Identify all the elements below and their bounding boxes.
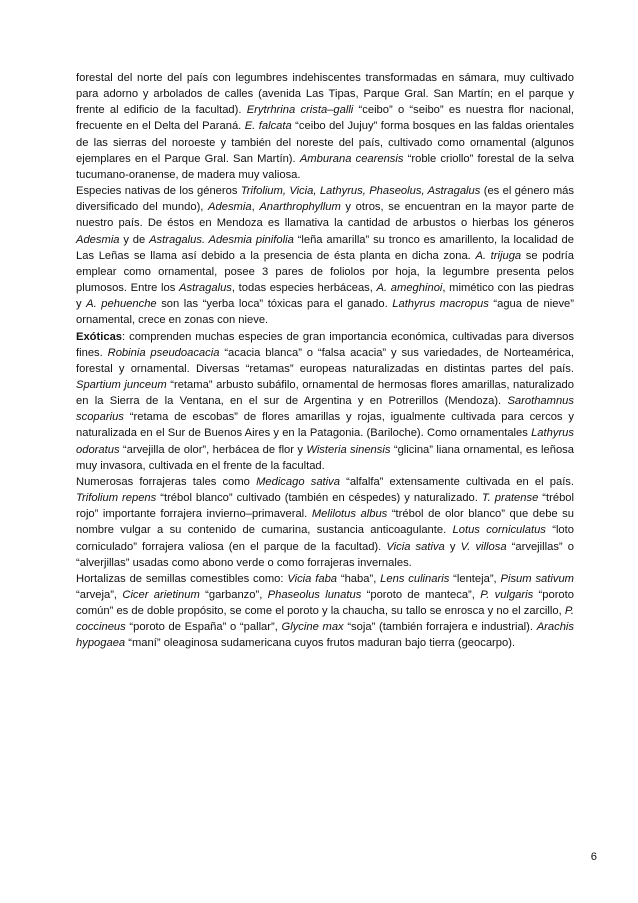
text-run: “garbanzo”, xyxy=(199,589,268,601)
italic-text: Phaseolus lunatus xyxy=(267,589,362,601)
text-run: “loto corniculado” forrajera valiosa (en el parque de la facultad). xyxy=(76,524,574,553)
text-run: “roble criollo” forestal de la selva tucumano-oranense, de madera muy valiosa. xyxy=(76,152,574,181)
text-run: “retama” arbusto subáfilo, ornamental de hermosas flores amarillas, naturalizado en la Sierra de la Ventana, en el sur de Argentina y en Potrerillos (Mendoza). xyxy=(76,378,574,408)
italic-text: Astragalus xyxy=(179,282,232,295)
paragraph-forestal xyxy=(76,70,574,183)
italic-text: P. vulgaris xyxy=(480,589,534,601)
italic-text: Amburana cearensis xyxy=(299,152,404,165)
italic-text: Wisteria sinensis xyxy=(306,443,391,456)
paragraph-forrajeras xyxy=(76,474,574,571)
text-run: “arvejillas” o “alverjillas” usadas como abono verde o como forrajeras invernales. xyxy=(76,540,574,569)
text-run: y de xyxy=(119,233,150,246)
text-run: Numerosas forrajeras tales como xyxy=(76,475,257,488)
body-text xyxy=(76,70,574,652)
text-run: “trébol rojo” importante forrajera invierno–primaveral. xyxy=(76,492,575,521)
italic-text: Robinia pseudoacacia xyxy=(107,346,220,359)
text-run: se podría emplear como ornamental, posee 3 pares de foliolos por hoja, la legumbre presenta pelos plumosos. Entre los xyxy=(76,249,574,295)
italic-text: A. pehuenche xyxy=(86,298,157,311)
italic-text: Pisum sativum xyxy=(500,572,574,585)
text-run: son las “yerba loca” tóxicas para el ganado. xyxy=(156,298,393,311)
italic-text: Adesmia xyxy=(76,233,120,246)
text-run: “trébol blanco” cultivado (también en céspedes) y naturalizado. xyxy=(156,492,482,505)
italic-text: Anarthrophyllum xyxy=(259,201,341,214)
text-run: , xyxy=(251,201,260,214)
text-run: “leña amarilla” su tronco es amarillento, la localidad de Las Leñas se llama así debido a la presencia de ésta planta en dicha zona. xyxy=(76,233,574,262)
italic-text: V. villosa xyxy=(460,540,507,553)
text-run: , mimético con las piedras y xyxy=(76,282,574,311)
italic-text: P. coccineus xyxy=(76,605,574,634)
italic-text: Arachis hypogaea xyxy=(76,621,574,650)
text-run: “glicina” liana ornamental, es leñosa muy invasora, cultivada en el frente de la facultad. xyxy=(76,443,574,472)
paragraph-exoticas xyxy=(76,329,574,474)
italic-text: Cicer arietinum xyxy=(122,589,200,601)
text-run: “retama de escobas” de flores amarillas y rojas, igualmente cultivada para cercos y naturalizada en el Sur de Buenos Aires y en la Patagonia. (Bariloche). Como ornamentales xyxy=(76,411,574,440)
paragraph-especies-nativas xyxy=(76,183,574,328)
italic-text: Melilotus albus xyxy=(311,508,388,521)
italic-text: Astragalus. Adesmia pinifolia xyxy=(149,233,294,246)
text-run: “soja” (también forrajera e industrial). xyxy=(343,621,537,634)
italic-text: Glycine max xyxy=(281,621,344,634)
paragraph-hortalizas xyxy=(76,571,574,652)
text-run: “acacia blanca” o “falsa acacia” y sus variedades, de Norteamérica, forestal y ornamental. Diversas “retamas” europeas naturalizadas en distintas partes del país. xyxy=(76,346,574,375)
italic-text: Trifolium repens xyxy=(76,492,157,505)
bold-text: Exóticas xyxy=(76,330,123,343)
italic-text: Sarothamnus scoparius xyxy=(76,395,574,424)
italic-text: Spartium junceum xyxy=(76,378,167,391)
text-run: Especies nativas de los géneros xyxy=(76,185,241,198)
italic-text: Lens culinaris xyxy=(380,572,450,585)
italic-text: Lathyrus odoratus xyxy=(76,427,574,456)
text-run: , todas especies herbáceas, xyxy=(231,282,377,295)
italic-text: Vicia faba xyxy=(287,572,338,585)
italic-text: Trifolium, Vicia, Lathyrus, Phaseolus, Astragalus xyxy=(240,185,481,198)
italic-text: E. falcata xyxy=(244,120,292,133)
page-number: 6 xyxy=(590,851,597,863)
text-run: y otros, se encuentran en la mayor parte de nuestro país. De éstos en Mendoza es llamativa la cantidad de arbustos o hierbas los géneros xyxy=(76,201,575,230)
text-run: “arvejilla de olor”, herbácea de flor y xyxy=(119,443,307,456)
italic-text: Lathyrus macropus xyxy=(392,298,489,311)
italic-text: Vicia sativa xyxy=(386,540,445,553)
text-run: “agua de nieve” ornamental, crece en zonas con nieve. xyxy=(76,298,574,327)
text-run: “maní” oleaginosa sudamericana cuyos frutos maduran bajo tierra (geocarpo). xyxy=(125,637,516,650)
text-run: “alfalfa” extensamente cultivada en el país. xyxy=(339,475,575,488)
text-run: “ceibo del Jujuy” forma bosques en las faldas orientales de las sierras del noroeste y también del noreste del país, cultivado como ornamental (algunos ejemplares en el Parque Gral. San Martín). xyxy=(76,120,575,165)
text-run: y xyxy=(444,540,461,553)
text-run: “poroto de España” o “pallar”, xyxy=(125,621,282,634)
text-run: “haba”, xyxy=(337,572,381,585)
text-run: : comprenden muchas especies de gran importancia económica, cultivadas para diversos fines. xyxy=(76,330,574,359)
text-run: forestal del norte del país con legumbres indehiscentes transformadas en sámara, muy cultivado para adorno y arbolados de calles (avenida Las Tipas, Parque Gral. San Martín; en el parque y frente al edificio de la facultad). xyxy=(76,72,574,117)
italic-text: Erytrhrina crista–galli xyxy=(246,104,354,117)
text-run: “poroto de manteca”, xyxy=(361,589,481,601)
italic-text: Medicago sativa xyxy=(256,475,340,488)
text-run: “trébol de olor blanco” que debe su nombre vulgar a su contenido de cumarina, sustancia anticoagulante. xyxy=(76,508,575,537)
text-run: “ceibo” o “seibo” es nuestra flor nacional, frecuente en el Delta del Paraná. xyxy=(76,104,574,133)
italic-text: A. trijuga xyxy=(475,249,522,262)
text-run: “lenteja”, xyxy=(449,572,501,585)
text-run: “arveja”, xyxy=(76,589,123,601)
text-run: “poroto común” es de doble propósito, se come el poroto y la chaucha, su tallo se enrosca y no el zarcillo, xyxy=(76,589,574,618)
text-run: Hortalizas de semillas comestibles como: xyxy=(76,572,288,585)
text-run: (es el género más diversificado del mundo), xyxy=(76,185,574,214)
italic-text: Adesmia xyxy=(208,201,252,214)
italic-text: T. pratense xyxy=(481,492,539,505)
italic-text: A. ameghinoi xyxy=(376,282,443,295)
italic-text: Lotus corniculatus xyxy=(452,524,546,537)
